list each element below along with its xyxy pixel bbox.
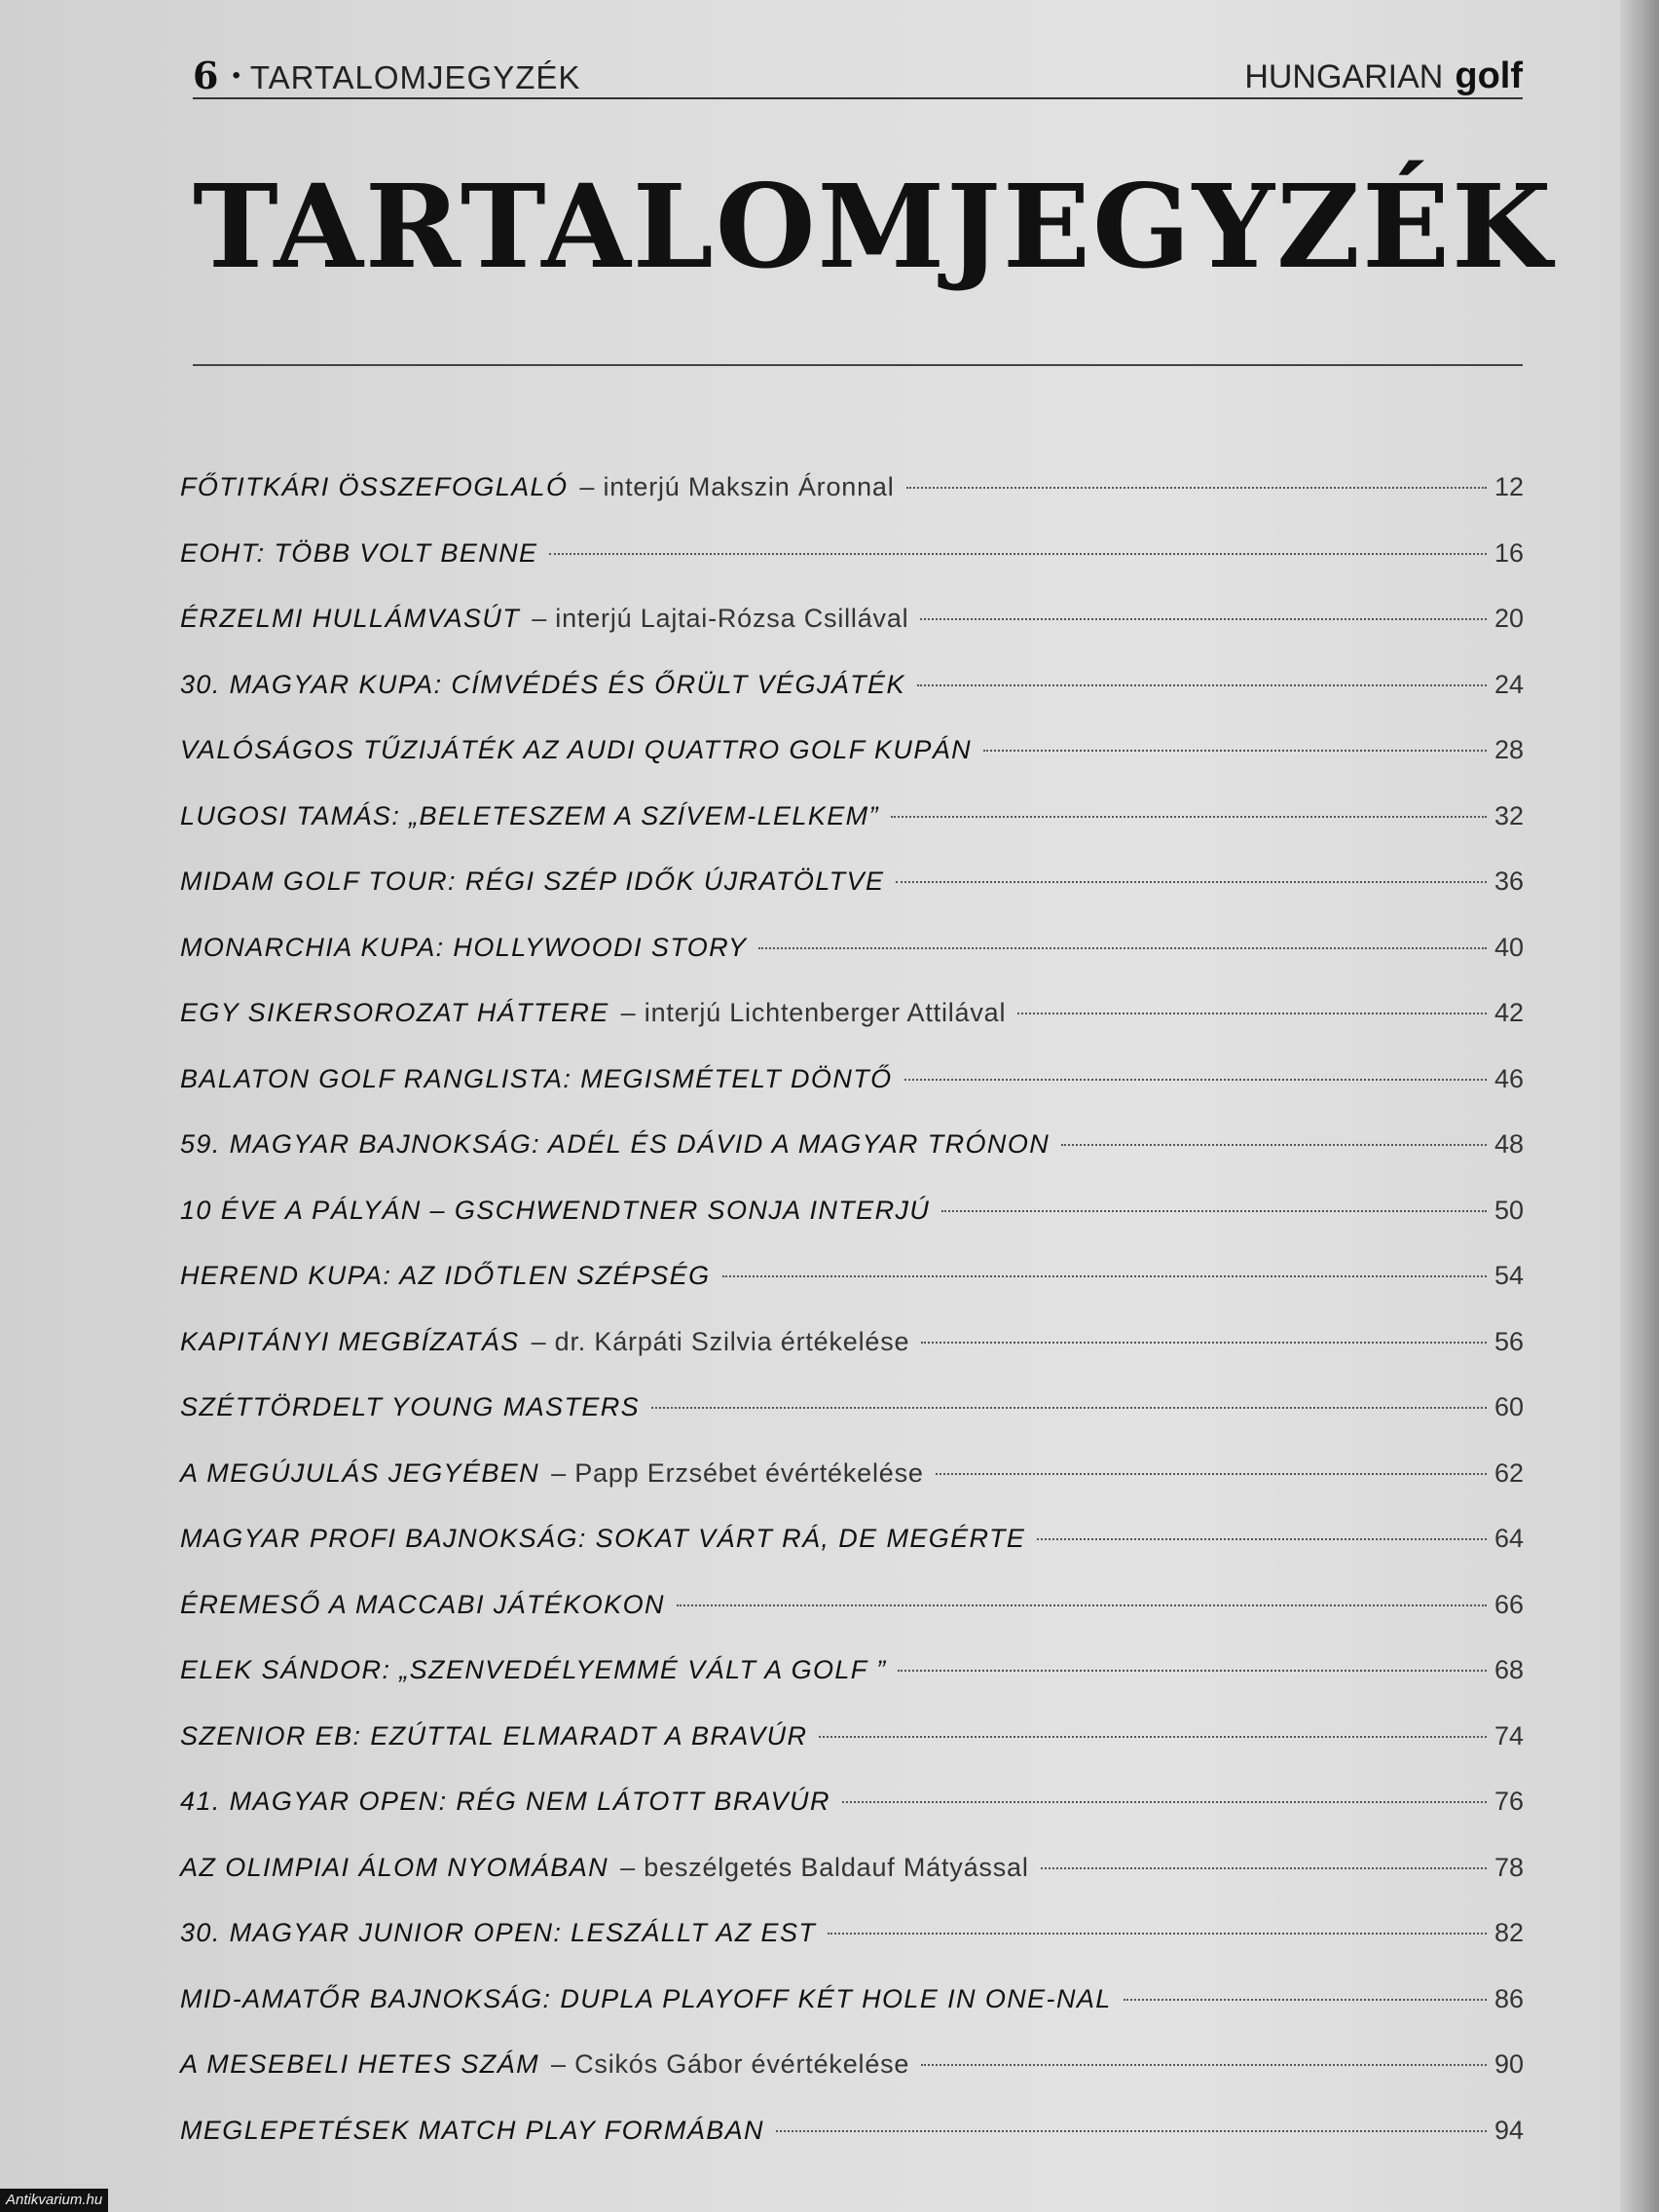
toc-entry[interactable] (180, 1454, 1524, 1520)
toc-entry-title: LUGOSI TAMÁS: „BELETESZEM A SZÍVEM-LELKEM” (180, 800, 879, 830)
toc-entry-title: 10 ÉVE A PÁLYÁN – GSCHWENDTNER SONJA INTERJÚ (180, 1195, 931, 1225)
page-number: 6 (193, 54, 219, 97)
dot-leader (921, 2064, 1487, 2066)
toc-entry-title: MAGYAR PROFI BAJNOKSÁG: SOKAT VÁRT RÁ, DE MEGÉRTE (180, 1524, 1026, 1553)
toc-entry[interactable] (180, 928, 1524, 994)
toc-entry-title: BALATON GOLF RANGLISTA: MEGISMÉTELT DÖNTŐ (180, 1063, 893, 1093)
toc-entry[interactable] (180, 862, 1524, 928)
toc-page-number: 56 (1493, 1326, 1524, 1356)
toc-entry-title: A MESEBELI HETES SZÁM (180, 2049, 539, 2079)
toc-entry-title: AZ OLIMPIAI ÁLOM NYOMÁBAN (180, 1852, 609, 1882)
toc-page-number: 36 (1493, 866, 1524, 896)
dot-leader (828, 1933, 1487, 1935)
toc-entry-title: SZENIOR EB: EZÚTTAL ELMARADT A BRAVÚR (180, 1720, 808, 1751)
toc-page-number: 62 (1493, 1457, 1524, 1488)
toc-entry-title: HEREND KUPA: AZ IDŐTLEN SZÉPSÉG (180, 1261, 711, 1290)
toc-page-number: 12 (1493, 472, 1524, 501)
dot-leader (842, 1801, 1487, 1803)
dot-leader (891, 816, 1487, 818)
toc-page-number: 68 (1493, 1655, 1524, 1684)
dot-leader (1017, 1013, 1487, 1014)
toc-page-number: 28 (1493, 735, 1524, 764)
toc-entry-title: KAPITÁNYI MEGBÍZATÁS (180, 1326, 520, 1356)
toc-entry-subtitle: – Csikós Gábor évértékelése (550, 2049, 910, 2079)
dot-leader (1037, 1538, 1487, 1540)
toc-entry[interactable] (180, 2045, 1524, 2111)
toc-page-number: 94 (1493, 2115, 1524, 2145)
dot-leader (677, 1604, 1487, 1606)
toc-entry[interactable] (180, 1979, 1524, 2046)
dot-leader (651, 1407, 1487, 1409)
toc-page-number: 50 (1493, 1195, 1524, 1225)
watermark-label: Antikvarium.hu (0, 2189, 108, 2212)
toc-entry[interactable] (180, 1256, 1524, 1322)
header-bullet: • (232, 62, 240, 89)
toc-page-number: 66 (1493, 1589, 1524, 1619)
toc-page-number: 24 (1493, 669, 1524, 699)
toc-page-number: 40 (1493, 932, 1524, 962)
toc-entry[interactable] (180, 796, 1524, 863)
toc-entry-title: SZÉTTÖRDELT YOUNG MASTERS (180, 1392, 641, 1421)
toc-page-number: 60 (1493, 1392, 1524, 1421)
dot-leader (896, 881, 1487, 883)
page-spine-shadow (1620, 0, 1659, 2212)
header-section-name: TARTALOMJEGYZÉK (249, 59, 581, 95)
toc-page-number: 76 (1493, 1787, 1524, 1816)
toc-entry[interactable] (180, 665, 1524, 731)
toc-page-number: 42 (1493, 998, 1524, 1027)
toc-entry-subtitle: – beszélgetés Baldauf Mátyással (620, 1852, 1029, 1882)
toc-entry-title: A MEGÚJULÁS JEGYÉBEN (180, 1457, 540, 1488)
dot-leader (549, 553, 1487, 555)
toc-entry-title: 30. MAGYAR KUPA: CÍMVÉDÉS ÉS ŐRÜLT VÉGJÁTÉK (180, 669, 905, 699)
dot-leader (776, 2130, 1487, 2132)
toc-entry[interactable] (180, 1124, 1524, 1191)
page-title: TARTALOMJEGYZÉK (193, 159, 1554, 294)
toc-entry[interactable] (180, 1848, 1524, 1914)
toc-entry-subtitle: – dr. Kárpáti Szilvia értékelése (531, 1326, 910, 1356)
dot-leader (921, 1342, 1487, 1344)
dot-leader (722, 1275, 1488, 1277)
toc-entry[interactable] (180, 1716, 1524, 1783)
toc-page-number: 78 (1493, 1852, 1524, 1882)
toc-page-number: 32 (1493, 800, 1524, 830)
toc-entry-title: EOHT: TÖBB VOLT BENNE (180, 537, 538, 568)
toc-entry-title: 59. MAGYAR BAJNOKSÁG: ADÉL ÉS DÁVID A MAGYAR TRÓNON (180, 1129, 1051, 1159)
table-of-contents (180, 467, 1524, 2176)
toc-entry-subtitle: – interjú Makszin Áronnal (579, 472, 895, 501)
toc-page-number: 46 (1493, 1063, 1524, 1093)
dot-leader (1061, 1144, 1487, 1146)
toc-page-number: 64 (1493, 1524, 1524, 1553)
toc-entry[interactable] (180, 1387, 1524, 1454)
toc-page-number: 20 (1493, 604, 1524, 633)
toc-page-number: 16 (1493, 537, 1524, 568)
toc-entry-title: ÉRZELMI HULLÁMVASÚT (180, 604, 521, 633)
toc-entry[interactable] (180, 534, 1524, 600)
toc-page-number: 86 (1493, 1983, 1524, 2013)
toc-entry-subtitle: – interjú Lichtenberger Attilával (620, 998, 1007, 1027)
toc-entry[interactable] (180, 1191, 1524, 1257)
dot-leader (906, 487, 1487, 489)
dot-leader (1041, 1867, 1487, 1869)
toc-entry-title: FŐTITKÁRI ÖSSZEFOGLALÓ (180, 472, 569, 501)
dot-leader (904, 1079, 1487, 1081)
toc-entry[interactable] (180, 730, 1524, 796)
magazine-brand (1244, 55, 1523, 97)
toc-entry-title: MIDAM GOLF TOUR: RÉGI SZÉP IDŐK ÚJRATÖLTVE (180, 866, 885, 896)
toc-entry-title: ELEK SÁNDOR: „SZENVEDÉLYEMMÉ VÁLT A GOLF ” (180, 1655, 887, 1684)
toc-entry[interactable] (180, 1059, 1524, 1125)
header-rule (193, 97, 1523, 99)
toc-entry[interactable] (180, 1519, 1524, 1585)
toc-entry-title: 41. MAGYAR OPEN: RÉG NEM LÁTOTT BRAVÚR (180, 1787, 830, 1816)
toc-entry-title: MEGLEPETÉSEK MATCH PLAY FORMÁBAN (180, 2115, 764, 2145)
toc-entry[interactable] (180, 1585, 1524, 1651)
toc-entry-title: 30. MAGYAR JUNIOR OPEN: LESZÁLLT AZ EST (180, 1918, 817, 1947)
title-rule (193, 364, 1523, 366)
toc-entry-subtitle: – interjú Lajtai-Rózsa Csillával (532, 604, 909, 633)
toc-page-number: 90 (1493, 2049, 1524, 2079)
toc-entry[interactable] (180, 599, 1524, 665)
toc-entry-title: MID-AMATŐR BAJNOKSÁG: DUPLA PLAYOFF KÉT HOLE IN ONE-NAL (180, 1983, 1112, 2013)
toc-entry[interactable] (180, 1782, 1524, 1848)
toc-entry-title: EGY SIKERSOROZAT HÁTTERE (180, 998, 609, 1027)
toc-page-number: 54 (1493, 1261, 1524, 1290)
toc-entry[interactable] (180, 1322, 1524, 1388)
toc-entry[interactable] (180, 1913, 1524, 1979)
toc-entry-title: VALÓSÁGOS TŰZIJÁTÉK AZ AUDI QUATTRO GOLF KUPÁN (180, 735, 973, 764)
toc-entry[interactable] (180, 2111, 1524, 2177)
toc-entry-title: MONARCHIA KUPA: HOLLYWOODI STORY (180, 932, 748, 962)
brand-golf: golf (1455, 55, 1523, 96)
toc-entry-title: ÉREMESŐ A MACCABI JÁTÉKOKON (180, 1589, 665, 1619)
dot-leader (917, 684, 1487, 686)
dot-leader (941, 1210, 1487, 1212)
dot-leader (898, 1670, 1487, 1672)
dot-leader (1124, 1999, 1487, 2001)
dot-leader (758, 947, 1487, 949)
toc-page-number: 82 (1493, 1918, 1524, 1947)
header-left (193, 54, 580, 97)
running-header (193, 43, 1523, 97)
dot-leader (819, 1736, 1487, 1738)
dot-leader (936, 1473, 1487, 1475)
toc-page-number: 74 (1493, 1720, 1524, 1751)
toc-entry[interactable] (180, 993, 1524, 1059)
dot-leader (920, 618, 1487, 620)
toc-entry[interactable] (180, 1650, 1524, 1716)
dot-leader (983, 750, 1487, 752)
toc-entry[interactable] (180, 467, 1524, 534)
toc-entry-subtitle: – Papp Erzsébet évértékelése (551, 1457, 924, 1488)
brand-prefix: HUNGARIAN (1244, 58, 1444, 95)
toc-page-number: 48 (1493, 1129, 1524, 1159)
